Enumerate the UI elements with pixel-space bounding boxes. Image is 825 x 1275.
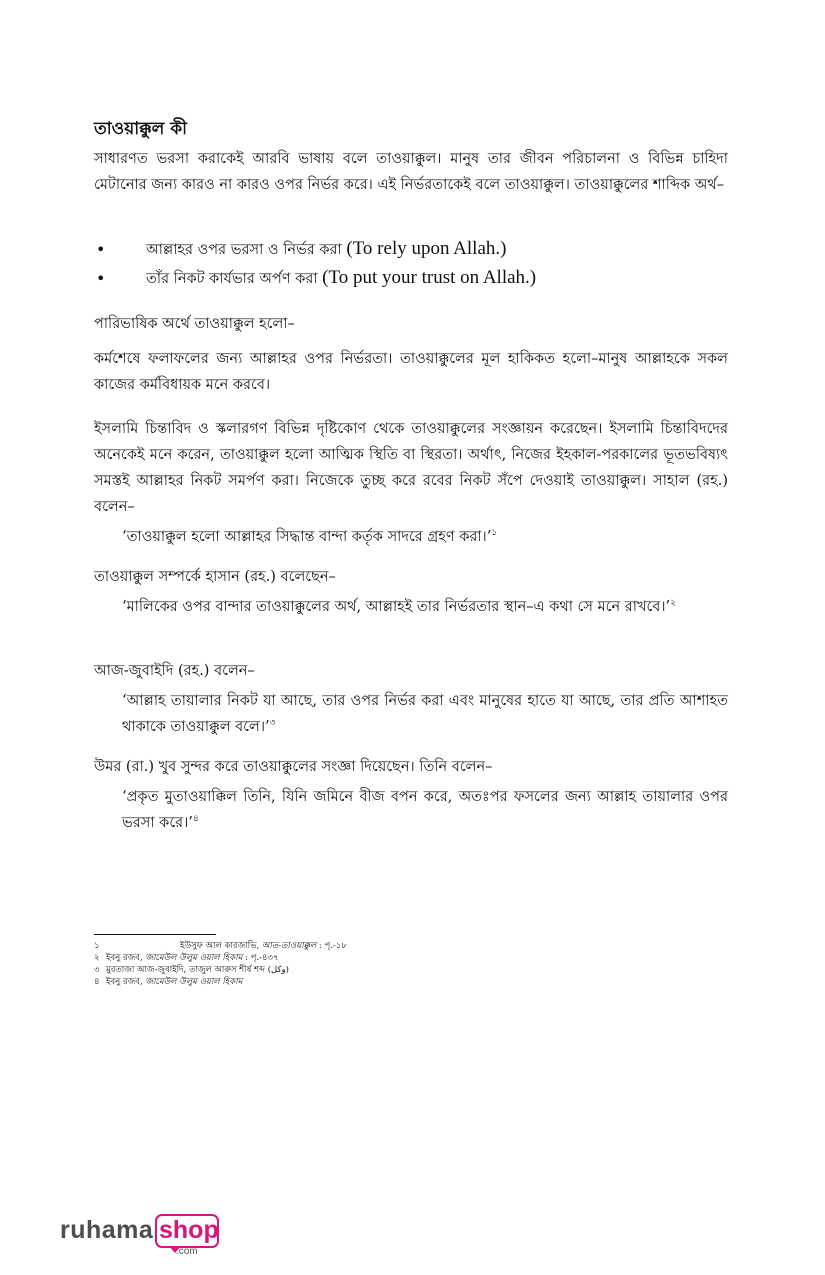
quote-text: ‘তাওয়াক্কুল হলো আল্লাহর সিদ্ধান্ত বান্দা কর্তৃক সাদরে গ্রহণ করা।’: [122, 529, 492, 545]
footnote-number: ৩: [94, 965, 100, 975]
list-item-bangla: তাঁর নিকট কার্যভার অর্পণ করা: [146, 271, 318, 287]
quote-lead: তাওয়াক্কুল সম্পর্কে হাসান (রহ.) বলেছেন–: [94, 569, 336, 585]
footnote-title: আত-তাওয়াক্কুল: [261, 941, 317, 951]
list-item-bangla: আল্লাহর ওপর ভরসা ও নির্ভর করা: [146, 242, 342, 258]
logo-suffix: .com: [176, 1246, 198, 1257]
intro-paragraph: সাধারণত ভরসা করাকেই আরবি ভাষায় বলে তাওয়াক্কুল। মানুষ তার জীবন পরিচালনা ও বিভিন্ন চাহিদা মেটানোর জন্য কারও না কারও ওপর নির্ভর করে। এই নির্ভরতাকেই বলে তাওয়াক্কুল। তাওয়াক্কুলের শাব্দিক অর্থ–: [94, 151, 728, 193]
footnote-author: মুরতাজা আজ-জুবাইদি,: [106, 965, 187, 975]
quote-text: ‘প্রকৃত মুতাওয়াক্কিল তিনি, যিনি জমিনে বীজ বপন করে, অতঃপর ফসলের জন্য আল্লাহ তায়ালার ওপর ভরসা করে।’: [122, 789, 728, 831]
logo-shop-text: shop: [159, 1216, 219, 1244]
quote-block: [122, 784, 728, 836]
meaning-list: [94, 236, 728, 294]
list-item-english: (To put your trust on Allah.): [322, 267, 537, 288]
bullet-icon: •: [96, 240, 106, 259]
footnote-ref[interactable]: ৩: [269, 718, 276, 729]
quote-block: [122, 594, 728, 620]
footnote-author: ইবনু রজব,: [106, 953, 143, 963]
term-paragraph: কর্মশেষে ফলাফলের জন্য আল্লাহর ওপর নির্ভরতা। তাওয়াক্কুলের মূল হাকিকত হলো–মানুষ আল্লাহকে সকল কাজের কর্মবিধায়ক মনে করবে।: [94, 351, 728, 393]
list-item-english: (To rely upon Allah.): [346, 238, 507, 259]
footnote-detail: তাজুল আরুস শীর্ষ শব্দ (وكل): [188, 965, 289, 975]
scholars-paragraph: ইসলামি চিন্তাবিদ ও স্কলারগণ বিভিন্ন দৃষ্টিকোণ থেকে তাওয়াক্কুলের সংজ্ঞায়ন করেছেন। ইসলামি চিন্তাবিদদের অনেকেই মনে করেন, তাওয়াক্কুল হলো আত্মিক স্থিতি বা স্থিরতা। অর্থাৎ, নিজের ইহকাল-পরকালের ভূতভবিষ্যৎ সমস্তই আল্লাহর নিকট সমর্পণ করা। নিজেকে তুচ্ছ করে রবের নিকট সঁপে দেওয়াই তাওয়াক্কুল। সাহাল (রহ.) বলেন–: [94, 421, 728, 515]
quote-block: [122, 524, 728, 550]
footnote-item: [94, 976, 594, 988]
footnote-divider: [94, 934, 216, 935]
footnote-author: ইউসুফ আল কারজাভি,: [180, 941, 260, 951]
logo-text: ruhama: [60, 1216, 154, 1244]
footnote-detail: : পৃ.-৪৩৭: [245, 953, 279, 963]
footnote-title: জামেউল উলুম ওয়াল হিকাম: [145, 977, 243, 987]
quote-text: ‘আল্লাহ তায়ালার নিকট যা আছে, তার ওপর নির্ভর করা এবং মানুষের হাতে যা আছে, তার প্রতি আশাহত থাকাকে তাওয়াক্কুল বলে।’: [122, 693, 728, 735]
footnote-author: ইবনু রজব,: [106, 977, 143, 987]
footnote-title: জামেউল উলুম ওয়াল হিকাম: [145, 953, 243, 963]
quote-block: [122, 688, 728, 740]
footnote-ref[interactable]: ১: [491, 528, 498, 539]
footnote-detail: : পৃ.-১৮: [318, 941, 347, 951]
footnotes: [94, 940, 594, 988]
list-item: [94, 265, 728, 294]
quote-text: ‘মালিকের ওপর বান্দার তাওয়াক্কুলের অর্থ, আল্লাহই তার নির্ভরতার স্থান–এ কথা সে মনে রাখবে।’: [122, 599, 671, 615]
bullet-icon: •: [96, 269, 106, 288]
quote-lead: উমর (রা.) খুব সুন্দর করে তাওয়াক্কুলের সংজ্ঞা দিয়েছেন। তিনি বলেন–: [94, 759, 493, 775]
list-item: [94, 236, 728, 265]
footnote-item: [94, 964, 594, 976]
logo-badge: [155, 1214, 219, 1248]
footnote-number: ১: [94, 941, 100, 951]
term-lead: পারিভাষিক অর্থে তাওয়াক্কুল হলো–: [94, 316, 295, 332]
footnote-number: ৪: [94, 977, 100, 987]
quote-lead: আজ-জুবাইদি (রহ.) বলেন–: [94, 663, 255, 679]
footnote-item: [94, 952, 594, 964]
footnote-ref[interactable]: ৪: [192, 814, 199, 825]
footnote-ref[interactable]: ২: [670, 598, 677, 609]
section-heading: তাওয়াক্কুল কী: [94, 119, 187, 139]
ruhamashop-logo[interactable]: [60, 1210, 230, 1260]
footnote-item: [94, 940, 594, 952]
footnote-number: ২: [94, 953, 100, 963]
